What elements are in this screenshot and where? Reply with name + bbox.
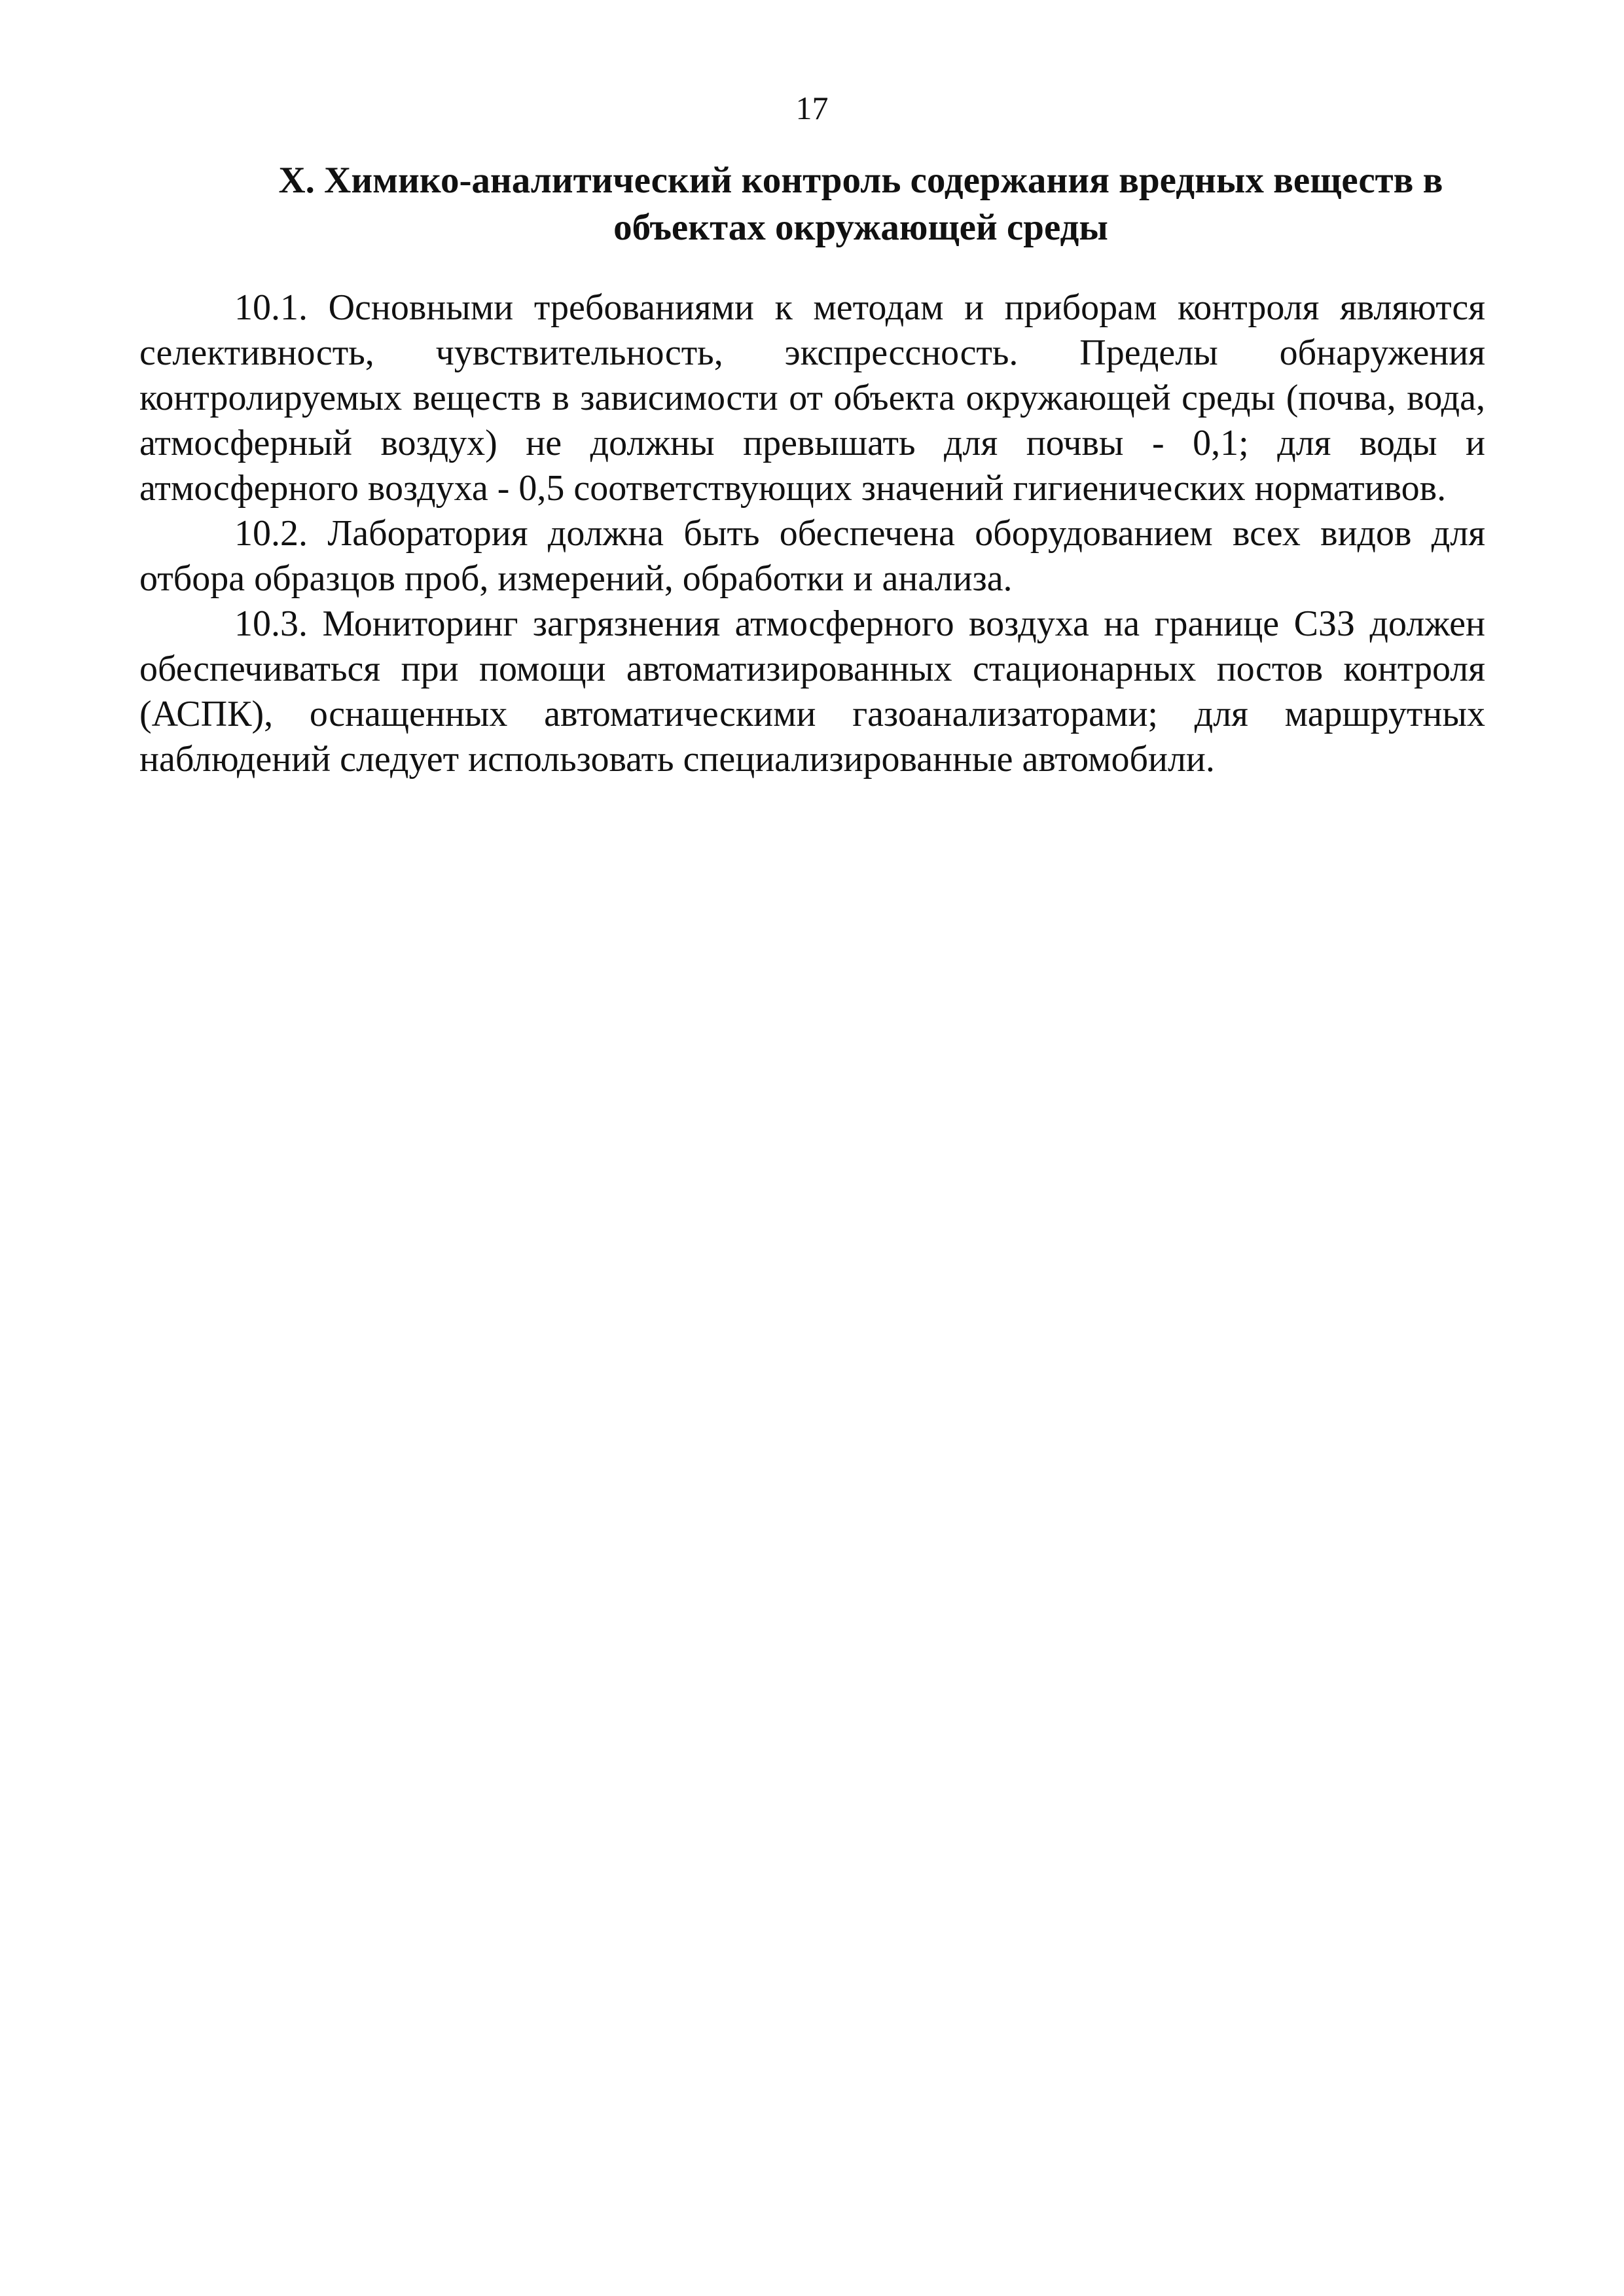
paragraph-10-3: 10.3. Мониторинг загрязнения атмосферного воздуха на границе СЗЗ должен обеспечиваться при помощи автоматизированных стационарных постов контроля (АСПК), оснащенных автоматическими газоанализаторами; для маршрутных наблюдений следует использовать специализированные автомобили.	[139, 603, 1485, 780]
document-body	[139, 285, 1485, 782]
paragraph-10-2: 10.2. Лаборатория должна быть обеспечена оборудованием всех видов для отбора образцов проб, измерений, обработки и анализа.	[139, 513, 1485, 599]
paragraph-10-1: 10.1. Основными требованиями к методам и приборам контроля являются селективность, чувствительность, экспрессность. Пределы обнаружения контролируемых веществ в зависимости от объекта окружающей среды (почва, вода, атмосферный воздух) не должны превышать для почвы - 0,1; для воды и атмосферного воздуха - 0,5 соответствующих значений гигиенических нормативов.	[139, 287, 1485, 509]
page-number: 17	[795, 90, 829, 126]
section-title-line-2: объектах окружающей среды	[613, 207, 1108, 248]
section-title	[249, 157, 1473, 251]
section-title-line-1: X. Химико-аналитический контроль содержания вредных веществ в	[278, 160, 1443, 201]
